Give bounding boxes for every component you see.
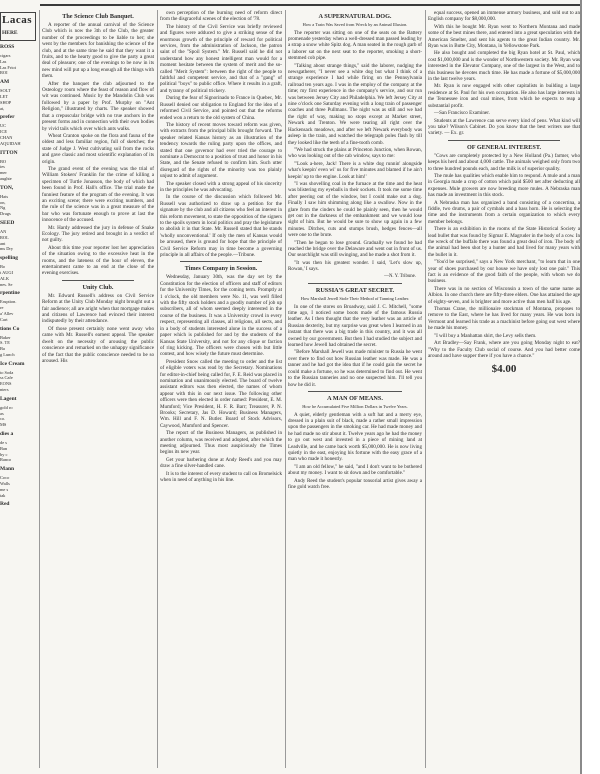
ad-fragment: as	[0, 410, 4, 416]
paragraph: equal success, opened an immense armory business, and sold out to an English company for $8,000,000.	[428, 10, 580, 23]
paragraph: Students at the Lawrence can serve every kind of pens. What kind will you take? Wilson's Cabinet. Do you know that the best writers use that variety. — Ex. gr.	[428, 117, 580, 137]
ad-fragment: Baker	[0, 334, 11, 340]
paragraph: "It was then his greatest wonder. I said, 'Let's slow up, Rowan,' I says.	[288, 259, 422, 273]
paragraph: About this time your reporter lost her appreciation of the situation owing to the excessive heat in the rooms, and the lateness of the hour of eleven, the entertainment came to an end at the close of the evening exercises.	[42, 244, 154, 277]
ad-fragment: g Lunch	[0, 351, 15, 357]
paragraph: Wednesday, January 30th, was the day set by the Constitution for the election of officers and staff of editors for the University Times, for the coming term. Promptly at 1 o'clock, the old members were No. 11, was well filled with the fifty stock holders and a goodly number of job up subscribers, all of whom seemed deeply interested in the course of the business. It was a University crowd in every respect, representing all classes, all religions, all sects, and in a body of students interested alone in the success of a paper which is published for and by the students of the Kansas State University, and not for any clique or faction of ring kicking. The officers were chosen with but little contest, and how wisely the future must determine.	[160, 274, 282, 358]
paragraph: Mr. Hardy addressed the jury in defense of Snake Ecology. The jury retired and brought in a verdict of not guilty.	[42, 224, 154, 244]
separator	[308, 283, 402, 284]
paragraph: own perception of the burning need of reform direct from the disgraceful scenes of the election of '78.	[160, 10, 282, 23]
paragraph: A Nebraska man has organized a band consisting of a concertina, a fiddle, two drums, a pair of cymbals and a bass horn. He is selecting the time and the instruments from a certain organization to which every member belongs.	[428, 199, 580, 225]
paragraph: The speaker closed with a strong appeal of his sincerity in the principles he was advocating.	[160, 180, 282, 193]
paragraph: "Then he began to lose ground. Gradually we found he had reached the bridge over the Delaware and went out in front of us. Our searchlight was still swinging, and he made a shot from it.	[288, 239, 422, 259]
man-of-means-article	[288, 412, 422, 477]
ad-fragment: BO	[0, 158, 7, 164]
column-rule	[285, 10, 286, 768]
civil-service-article	[160, 10, 282, 258]
ad-fragment: SHOP	[0, 99, 12, 105]
ad-subheader-fragment: HERE	[2, 30, 18, 36]
ad-fragment: Ice Cream	[0, 360, 25, 367]
times-company-headline: Times Company in Session.	[184, 265, 258, 273]
science-club-headline: The Science Club Banquet.	[62, 13, 134, 20]
ad-fragment: ICE	[0, 129, 8, 135]
ad-fragment: mer	[0, 170, 7, 176]
unity-club-article	[42, 293, 154, 364]
paragraph: "Talking about strange things," said the laborer, nudging the newsgatherer, "I never see a white dog but what I think of a strange experience I had while firing on the Pennsylvania railroad ten years ago. I was in the employ of the company at the time; my first experience in the company's service, and our run was between Jersey City and Philadelphia. We left Jersey City at nine o'clock one Saturday evening with a long train of passenger coaches and three Pullmans. The night was as still and we had the right of way, making no stops except at Market street, Newark and Trenton. We were tearing all right over the Hackensack meadows, and after we left Newark everybody was asleep in the train, and watched the telegraph poles flash by till they looked like the teeth of a fine-tooth comb.	[288, 62, 422, 146]
ad-fragment: cigars	[0, 53, 11, 58]
ad-fragment: co.	[0, 416, 6, 422]
general-interest-headline: OF GENERAL INTEREST.	[466, 143, 542, 151]
paragraph: He also bought and completed the big Ryan hotel at St. Paul, which cost $1,000,000 and is the wonder of Northwestern society. Mr. Ryan was interested in the Elevator Company, one of the largest in the West, and to this business he devotes much time. He has made a fortune of $5,000,000 in the last twelve years.	[428, 50, 580, 83]
paragraph: "Cows are completely protected by a New Holland (Pa.) farmer, who keeps his herd and about 4,000 cattle. The animals weighed only from two to three hundred pounds each, and the milk is of superior quality.	[428, 152, 580, 172]
column-rule	[157, 10, 158, 768]
column-rule	[39, 10, 40, 768]
ad-fragment: LET	[0, 93, 9, 99]
ad-fragment: rpentine	[0, 290, 20, 297]
paragraph: Get your barbering done at Andy Reed's and you may draw a fine silver-handled cane.	[160, 456, 282, 470]
column-4	[428, 10, 580, 768]
paragraph: With this he bought Mr. Ryan went to Northern Montana and made some of the best mines there, and entered into a great speculation with the American Smelter, and sent his agents to the great Indian country. Mr. Ryan was in Butte City, Montana, in Yellowstone Park.	[428, 23, 580, 50]
ad-fragment: Ranco	[0, 457, 12, 463]
paragraph: President Snow called the meeting to order and the list of eligible voters was read by the Secretary. Nominations for editor-in-chief being called for, F. E. Reid was placed in nomination and unanimously elected. The board of twelve assistant editors was then elected, the names of whom appear with this in our next issue. The following other officers were then elected in order named: President, E. M. Mumford; Vice President, H. F. R. Barr; Treasurer, P. N. Brooks; Secretary, Jas D. Howard; Business Managers, Wm. Hill and F. N. Butler. Board of Stock Advisors, Caywood, Mumford and Spencer.	[160, 358, 282, 429]
paragraph: "I was shovelling coal in the furnace at the time and the heat was blistering my eyeballs in their sockets. It took me some time after peering out of the window, but I could make out a dog. Finally I saw him shimming along like a swallow. Now in the glare from the cinders he could be plainly seen, then he would get out in the darkness of the embankment and we would lose sight of him. But he would be sure to show up again in a few minutes. Ditches, cuts and stumps brush, hedges fences—all were one to the brute.	[288, 180, 422, 239]
column-1	[42, 10, 154, 768]
ad-fragment: gold ro	[0, 404, 13, 410]
ad-fragment: on,	[0, 199, 6, 205]
ad-fragment: de s	[0, 440, 7, 446]
paragraph: A quiet, elderly gentleman with a soft hat and a merry eye, dressed in a plain suit of black, made a rather small impression upon the passengers in the smoking car. He had made money and he had made no stir about it. Twelve years ago he had the money to go out west and invested in a piece of mining land at Leadville, and he came back worth $5,000,000. He is now living quietly in the east, enjoying his fortune with the easy grace of a man who made it honestly.	[288, 411, 422, 463]
ad-fragment: Cart	[0, 316, 8, 322]
ad-fragment: ALK	[0, 275, 10, 281]
paragraph: "Before Marshall Jewell was made minister to Russia he went over there to find out how Russian leather was made. He was a tanner and he had got the idea that if he could gain the secret he could make a fortune, so he was determined to find out. He went to the Russian tanneries and no one suspected him. I'll tell you how he did it.	[288, 349, 422, 388]
paragraph: During the fear of Signorinado to France in Quebec, Mr. Russell denied our obligation to England for the idea of a reformed Civil Service, and pointed out that the reforms ended won a return to the old system of China.	[160, 95, 282, 121]
science-club-article	[42, 22, 154, 277]
ad-fragment: Drugs	[0, 211, 11, 217]
paragraph: The reporter was sitting on one of the seats on the Battery promenade yesterday when a well-dressed man passed leading by a strap a snow white Spitz dog. A man seated in the rough garb of a laborer sat on the next seat to the reporter, smoking a short-stemmed cob pipe.	[288, 29, 422, 62]
russia-secret-subhead: How Marshall Jewell Stole Their Method of Tanning Leather.	[300, 296, 410, 302]
ad-fragment: me s	[0, 486, 9, 492]
paragraph: "'Look a-here, Jack! There is a white dog runnin' alongside what's keepin' even wi' us for five minutes and blamed if he ain't keepin' up to the engine. Look at him!'	[288, 160, 422, 180]
ad-header-fragment: Lacas	[2, 14, 32, 26]
ad-fragment: Hats	[0, 193, 9, 199]
ad-fragment: Las Friot	[0, 64, 16, 70]
unity-club-headline: Unity Club.	[82, 283, 114, 291]
ad-fragment: at,	[0, 105, 5, 111]
ad-fragment: a' Allev	[0, 310, 14, 316]
ad-fragment: ROSS	[0, 44, 15, 50]
ad-fragment: Las	[0, 58, 7, 64]
scan-margin	[582, 0, 600, 774]
closing-note: Andy Reed the student's popular tonsorial artist gives away a fine gold watch free.	[288, 477, 422, 490]
paragraph: The history of the Civil Service was briefly reviewed and figures were adduced to give a striking sense of the enormous growth of the principle of reward for political services, from the administration of Jackson, the patron saint of the "Spoil System." Mr. Russell said he did not understand how any honest intelligent man would for a moment hesitate between the system of merit and the so-called "Merit System": between the right of the people to faithful and competent service, and that of a "gang" of political "boys" to public office. Where it results in a graft, and tyranny of political trickery.	[160, 23, 282, 94]
ad-fragment: dies a	[0, 431, 14, 438]
paragraph: A reporter of the annual carnival of the Science Club which is now the 3th of the Club, the greater number of the proceedings to be liable to her; she went by the members for banishing the science of the club, and at the same time he said that they want it a fruits, and to the hearty good to give the party a great deal of pleasure; one of the evenings to be now in its new mind will put up a long enough all the things with them.	[42, 22, 154, 80]
ad-header-box	[0, 12, 36, 41]
paragraph: "I will buy a Manhattan shirt, the Levy sells them.	[434, 332, 537, 339]
column-rule	[425, 10, 426, 768]
paragraph: The grand event of the evening was the trial of William Stokers' Franklin for the crime of killing a specimen of Turtle Jonasson, the body of which had been found in Prof. Hall's office. The trial made the funniest feature of the program of the evening. It was an exciting scene; there were exciting numbers, and the rule of the science was in a great measure of the bar who was fortunate enough to prove at last the innocence of the accused.	[42, 165, 154, 224]
ad-fragment: Ban	[0, 445, 8, 451]
ad-fragment: Red	[0, 501, 10, 508]
separator	[448, 140, 560, 141]
paragraph: There was in no section of Wisconsin a town of the same name as Albion. In one church there are fifty-three elders. One has attained the age of eighty-seven, and is brighter and more active than men half his age.	[428, 285, 580, 305]
ad-fragment: TON,	[0, 184, 14, 191]
ad-fragment: Walls	[0, 481, 10, 487]
paragraph: In the course of the discussion which followed Mr. Russell was authorized to draw up a petition for the signature by the club and all citizens who feel an interest in this reform movement, to state the opposition of the signers to the spoils system in local politics and pray the legislature to abolish it in that State. Mr. Russell stated that he stands 'wholly unconventional.' If only the men of Kansas would be aroused, there is ground for hope that the principle of Civil Service Reform may in time become a governing principle in all affairs of the people.—Tribune.	[160, 194, 282, 259]
separator	[308, 391, 402, 392]
article-signature: —N. Y. Tribune.	[384, 273, 416, 279]
paragraph: After the banquet the club adjourned to the Osteology room where the feast of reason and flow of wit was continued. Music by the Mandolin Club was followed by a paper by Prof. Murphy on "Ant Religion," illustrated by charts. The speaker showed that a crepuscular bridge with no true anchors in the present forms and in connection with their own bodies by vivid tails which over which ants walks.	[42, 80, 154, 132]
paragraph: Mr. Ryan is now engaged with other capitalists in building a large residence at St. Paul for his own occupation. He also has large interests in the Tennessee iron and coal mines, from which he expects to reap a substantial profit.	[428, 83, 580, 109]
times-company-article	[160, 274, 282, 483]
ad-fragment: SEED	[0, 219, 15, 226]
paragraph: Thomas Crane, the millionaire stockman of Montana, proposes to remove to the East, where he has lived for many years. He was born in Vermont and learned his trade as a machinist before going out west where he made his money.	[428, 306, 580, 332]
paragraph: In one of the stores on Broadway, said J. C. Mitchell, "some time ago, I noticed some boots made of the famous Russia leather. As I then thought that the very leather was an article of Russian dexterity, but my surprise was great when I learned in an instant that there was a big trade in this country, and it was all owned by our government. But then I had studied the subject and learned how Jewell had obtained the secret.	[288, 303, 422, 349]
separator	[62, 280, 134, 281]
ad-fragment: Ng	[0, 205, 6, 211]
paragraph: The mule has qualities which enable him to respond. A mule and a man in Georgia made a crop of cotton which paid $500 net after deducting all expenses. Mule growers are now breeding more mules. A Nebraska man has made an investment in this stock.	[428, 172, 580, 199]
ad-fragment: to Soda	[0, 369, 14, 375]
paragraph: "I am an old fellow," he said, "and I don't want to be bothered about my money. I want to sit down and be comfortable."	[288, 463, 422, 477]
supernatural-dog-headline: A SUPERNATURAL DOG.	[318, 13, 392, 20]
ad-fragment: re	[0, 305, 4, 311]
russia-secret-article	[288, 304, 422, 388]
ad-fragment: CHAN	[0, 134, 13, 140]
ad-fragment: nters	[0, 387, 9, 393]
ad-fragment: nes. Se	[0, 281, 13, 287]
ad-fragment: ant	[0, 240, 6, 246]
ad-fragment: ROL	[0, 234, 9, 240]
ad-fragment: Mann	[0, 466, 15, 473]
ad-fragment: tions Co	[0, 325, 20, 332]
paragraph: —San Francisco Examiner.	[434, 110, 490, 117]
separator	[180, 261, 262, 262]
paragraph: Mr. Edward Russell's address on Civil Service Reform at the Unity Club Monday night brought out a fair audience; all are aright when that mortgage makes and citizens of Lawrence had evinced their interest indisputedly by their attendance.	[42, 292, 154, 325]
ad-fragment: ITTON	[0, 149, 18, 156]
paragraph: There is an exhibition in the rooms of the State Historical Society a lead bullet that was found by Sigmar E. Magruder in the body of a cow. In the wreck of the buffalo there was found a great deal of iron. The body of the animal had been shot by a hunter and had lived for many years with the bullet in it.	[428, 226, 580, 258]
paragraph: The history of recent moves toward reform was given, with extracts from the principal bills brought forward. The speaker related Kansas history as an illustration of the tendency towards the ruling party upon the offices, and stated that one governor had ever tried the courage to nominate a Democrat to a position of trust and honor in his State, and the Senate refused to confirm him. Such utter disregard of the rights of the minority was too plainly unjust to admit of argument.	[160, 121, 282, 180]
paragraph: "You'd be surprised," says a New York merchant, "to learn that in one year of shoes purchased by our house we have only lost one pair." This fact is an evidence of the good faith of the people, with whom we do business.	[428, 259, 580, 285]
ad-fragment: Ba	[0, 346, 5, 352]
ad-fragment: Lagent	[0, 395, 17, 402]
man-of-means-subhead: How he Accumulated Five Million Dollars in Twelve Years.	[302, 403, 408, 409]
ad-fragment: EONS	[0, 381, 12, 387]
russia-secret-headline: RUSSIA'S GREAT SECRET.	[315, 287, 395, 295]
ad-fragment: ms Dry	[0, 246, 14, 252]
top-rule	[40, 4, 580, 6]
supernatural-dog-article	[288, 30, 422, 273]
ad-fragment: prefer	[0, 114, 15, 121]
ad-fragment-list	[0, 43, 36, 508]
ad-fragment: Bo	[0, 264, 6, 270]
ad-fragment: aughte	[0, 175, 12, 181]
paragraph: Art Bradley—Say Frank, where are you going Monday night to eat? "Why to the Faculty Club social of course. And you had better come around and have supper there if you have a chance."	[428, 340, 580, 359]
general-interest-article	[428, 153, 580, 360]
paragraph: The report of the Business Managers, as published in another column, was received and adopted, after which the meeting adjourned. Thus most auspiciously the Times begins its new year.	[160, 430, 282, 456]
column-2	[160, 10, 282, 768]
paragraph: Of those present certainly none went away who came with Mr. Russell's earnest appeal. The speaker dwelt on the necessity of arousing the public conscience and remarked on the unhappy significance of the fact that the public conscience needed to be so aroused. His	[42, 325, 154, 364]
man-of-means-headline: A MAN OF MEANS.	[327, 394, 383, 402]
ad-fragment: ROI	[0, 70, 8, 76]
price-notice: $4.00	[491, 363, 517, 376]
ad-fragment: SOLT	[0, 88, 11, 94]
ads-strip	[0, 10, 36, 768]
ad-fragment: Coco	[0, 475, 10, 481]
ad-fragment: t AUGI	[0, 269, 14, 275]
ad-fragment: Eruption.	[0, 299, 17, 305]
ad-fragment: AM	[0, 79, 10, 86]
paragraph: It is to the interest of every student to call on Bromelsick when in need of anything in his line.	[160, 470, 282, 484]
paragraph: Wheat Cranton spoke on the flora and fauna of the oldest and less familiar region, full of sketches; the state of Judge J. West cultivating soil from the rocks and gave classic and most scientific explanation of its origin.	[42, 132, 154, 165]
ad-fragment: tak	[0, 492, 6, 498]
column-3	[288, 10, 422, 768]
ad-fragment: S. TE	[0, 340, 10, 346]
ad-fragment: AN	[0, 228, 7, 234]
ad-fragment: AQUIDAH	[0, 140, 21, 146]
ad-fragment: MS	[0, 422, 7, 428]
ad-fragment: ss Cafe	[0, 375, 13, 381]
paragraph: "We had struck the plains at Princeton Junction, when Rowan, who was looking out of the cab window, says to me:	[288, 146, 422, 160]
ad-fragment: ies	[0, 164, 5, 170]
ad-fragment: by c	[0, 451, 8, 457]
ad-fragment: UC	[0, 123, 7, 129]
ryan-article	[428, 10, 580, 137]
supernatural-dog-subhead: How a Train Was Saved from Wreck by an Animal Illusion.	[302, 22, 408, 27]
ad-fragment: spelling	[0, 255, 19, 262]
